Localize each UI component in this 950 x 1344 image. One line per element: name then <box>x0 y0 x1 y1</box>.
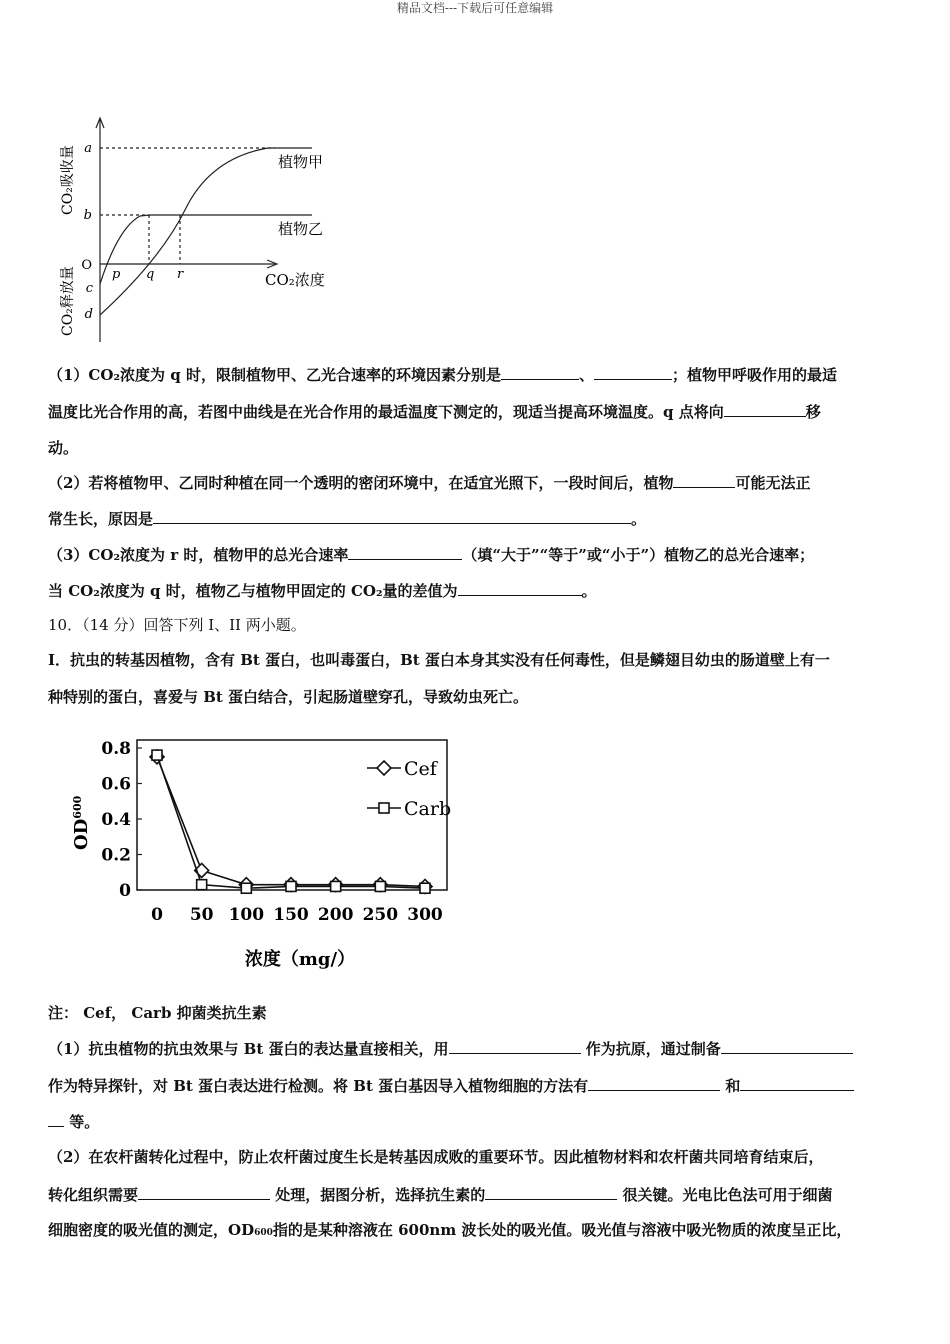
tick-r: r <box>177 267 184 282</box>
x-tick-label: 100 <box>228 905 265 925</box>
co2-curve-figure <box>50 110 350 350</box>
answer-blank[interactable] <box>138 1184 270 1200</box>
x-axis-label: CO₂浓度 <box>265 271 325 289</box>
q3-line1: （3）CO₂浓度为 r 时，植物甲的总光合速率 （填“大于”“等于”或“小于”）植物乙的总光合速率； <box>48 546 815 564</box>
plot-frame <box>137 740 447 890</box>
answer-blank[interactable] <box>348 544 462 560</box>
page-header: 精品文档---下载后可任意编辑 <box>396 1 554 15</box>
answer-blank[interactable] <box>588 1075 720 1091</box>
y-tick-label: 0.8 <box>101 739 131 759</box>
q1-line2: 温度比光合作用的高，若图中曲线是在光合作用的最适温度下测定的，现适当提高环境温度。q 点将向 移 <box>48 403 821 421</box>
y-tick-label: 0.2 <box>101 845 131 866</box>
y-tick-label: 0.4 <box>101 810 131 830</box>
point-carb <box>197 880 207 890</box>
y-axis-label-sub: 600 <box>71 795 84 819</box>
p1-line3: 等。 <box>48 1111 99 1132</box>
tick-a: a <box>84 141 92 156</box>
q3-line2: 当 CO₂浓度为 q 时，植物乙与植物甲固定的 CO₂量的差值为 。 <box>48 582 597 600</box>
p1-line1: （1）抗虫植物的抗虫效果与 Bt 蛋白的表达量直接相关，用 作为抗原，通过制备 <box>48 1038 853 1059</box>
x-tick-label: 150 <box>273 905 309 925</box>
answer-blank[interactable] <box>594 364 672 380</box>
y-axis-label <box>71 795 92 850</box>
x-tick-label: 250 <box>362 905 399 925</box>
p2-line2: 转化组织需要 处理，据图分析，选择抗生素的 很关键。光电比色法可用于细菌 <box>48 1186 833 1204</box>
point-carb <box>286 881 296 891</box>
x-tick-label: 200 <box>317 905 354 925</box>
tick-origin: O <box>81 258 92 273</box>
q1-line3: 动。 <box>48 439 79 457</box>
q1-line1: （1）CO₂浓度为 q 时，限制植物甲、乙光合速率的环境因素分别是 、 ；植物甲呼吸作用的最适 <box>48 366 837 384</box>
y-axis-label-top: CO₂吸收量 <box>60 145 76 215</box>
answer-blank[interactable] <box>501 364 579 380</box>
point-carb <box>420 883 430 893</box>
point-carb <box>241 883 251 893</box>
y-axis-label-main: OD <box>71 818 92 850</box>
part-i-line2: 种特别的蛋白，喜爱与 Bt 蛋白结合，引起肠道壁穿孔，导致幼虫死亡。 <box>48 688 529 706</box>
chart-note: 注： Cef， Carb 抑菌类抗生素 <box>48 1004 267 1022</box>
part-i-line1: I．抗虫的转基因植物，含有 Bt 蛋白，也叫毒蛋白，Bt 蛋白本身其实没有任何毒性，但是鳞翅目幼虫的肠道壁上有一 <box>48 651 830 669</box>
point-carb <box>152 750 162 760</box>
p2-line1: （2）在农杆菌转化过程中，防止农杆菌过度生长是转基因成败的重要环节。因此植物材料和农杆菌共同培育结束后， <box>48 1148 824 1166</box>
answer-blank[interactable] <box>449 1038 581 1054</box>
answer-blank[interactable] <box>458 580 582 596</box>
q2-line1: （2）若将植物甲、乙同时种植在同一个透明的密闭环境中，在适宜光照下，一段时间后，植物 可能无法正 <box>48 474 811 492</box>
y-tick-label: 0 <box>119 881 131 901</box>
answer-blank[interactable] <box>740 1075 854 1091</box>
legend-label: Carb <box>404 798 452 820</box>
tick-q: q <box>146 267 155 282</box>
answer-blank[interactable] <box>485 1184 617 1200</box>
tick-c: c <box>85 281 93 296</box>
point-carb <box>331 881 341 891</box>
q2-line2: 常生长，原因是 。 <box>48 510 647 528</box>
legend-label: Cef <box>404 758 437 780</box>
question-10-title: 10．（14 分）回答下列 I、II 两小题。 <box>48 616 306 634</box>
x-axis-label: 浓度（mg/） <box>244 949 356 970</box>
x-tick-label: 300 <box>407 905 443 925</box>
label-plant-jia: 植物甲 <box>278 153 324 171</box>
answer-blank[interactable] <box>153 508 631 524</box>
answer-blank[interactable] <box>721 1038 853 1054</box>
answer-blank[interactable] <box>48 1111 64 1127</box>
od600-chart <box>45 725 465 980</box>
label-plant-yi: 植物乙 <box>278 220 324 238</box>
y-axis-label-bottom: CO₂释放量 <box>60 266 76 336</box>
x-tick-label: 0 <box>151 905 163 925</box>
x-tick-label: 50 <box>189 905 214 925</box>
answer-blank[interactable] <box>673 472 735 488</box>
tick-p: p <box>112 267 121 282</box>
legend-marker-diamond <box>377 761 391 775</box>
y-tick-label: 0.6 <box>101 774 131 795</box>
p2-line3: 细胞密度的吸光值的测定，OD600指的是某种溶液在 600nm 波长处的吸光值。吸光值与溶液中吸光物质的浓度呈正比， <box>48 1221 852 1239</box>
tick-d: d <box>84 307 93 322</box>
legend-marker-square <box>379 803 389 813</box>
point-carb <box>375 881 385 891</box>
p1-line2: 作为特异探针，对 Bt 蛋白表达进行检测。将 Bt 蛋白基因导入植物细胞的方法有 和 <box>48 1075 854 1096</box>
tick-b: b <box>83 208 92 223</box>
answer-blank[interactable] <box>724 401 806 417</box>
